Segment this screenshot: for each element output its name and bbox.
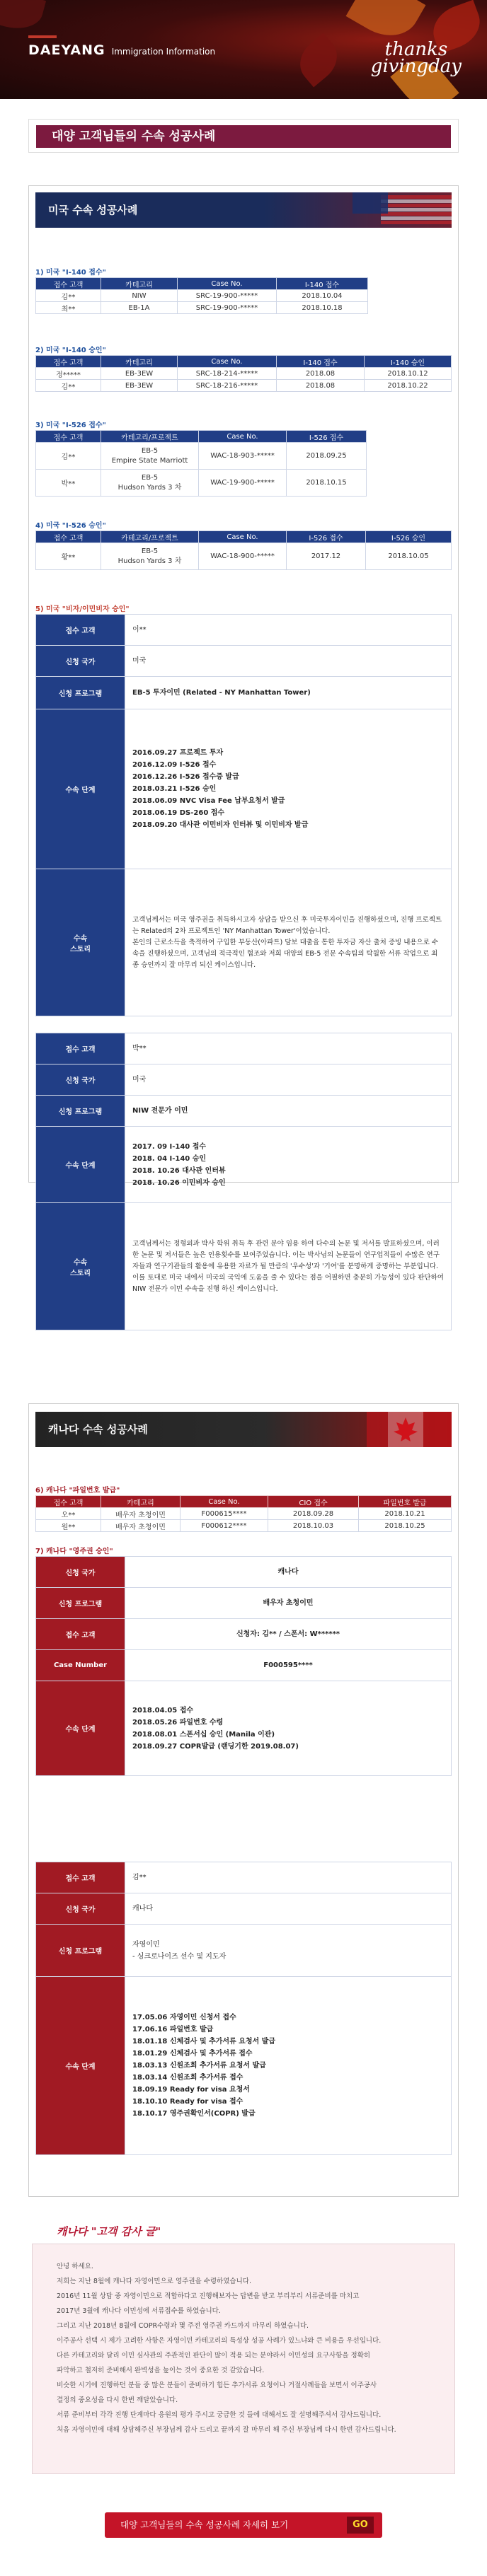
value-steps <box>125 1681 452 1776</box>
col-header: Case No. <box>199 431 287 443</box>
value-program: EB-5 투자이민 (Related - NY Manhattan Tower) <box>125 677 452 709</box>
value-customer: 김** <box>125 1862 452 1893</box>
step-item: 2016.12.26 I-526 접수증 발급 <box>132 773 239 781</box>
col-header: I-140 접수 <box>277 356 365 368</box>
value-steps <box>125 1127 452 1203</box>
col-header: Case No. <box>178 356 277 368</box>
col-header: Case No. <box>181 1496 268 1508</box>
cell: 2018.10.22 <box>365 380 452 392</box>
thanks-line: 안녕 하세요. <box>57 2263 93 2270</box>
cell: 김** <box>36 380 101 392</box>
col-header: Case No. <box>199 531 287 543</box>
value-case-number: F000595**** <box>125 1650 452 1681</box>
table-row <box>36 1520 452 1532</box>
caption-i526-filing: 3) 미국 "I-526 접수" <box>35 422 106 429</box>
step-item: 2017. 09 I-140 접수 <box>132 1142 207 1151</box>
step-item: 18.10.17 영주권확인서(COPR) 발급 <box>132 2110 256 2118</box>
thanks-line: 다른 카테고리와 달리 이민 심사관의 주관적인 판단이 많이 적용 되는 분야라서 이민성의 요구사항을 정확히 <box>57 2352 371 2360</box>
step-item: 18.01.18 신체검사 및 추가서류 요청서 발급 <box>132 2038 275 2046</box>
step-item: 2016.09.27 프로젝트 투자 <box>132 749 224 757</box>
table-row <box>36 1508 452 1520</box>
label-customer: 접수 고객 <box>36 1862 125 1893</box>
step-item: 18.01.29 신체검사 및 추가서류 접수 <box>132 2050 253 2058</box>
table-row <box>36 380 452 392</box>
caption-file-number: 6) 캐나다 "파일번호 발급" <box>35 1487 120 1495</box>
label-story: 수속 스토리 <box>36 869 125 1016</box>
step-item: 18.03.13 신원조회 추가서류 요청서 발급 <box>132 2062 266 2070</box>
page-title: 대양 고객님들의 수속 성공사례 <box>36 125 451 148</box>
step-item: 18.09.19 Ready for visa 요청서 <box>132 2086 250 2094</box>
step-item: 2018.03.21 I-526 승인 <box>132 785 217 793</box>
col-header: I-526 승인 <box>366 531 452 543</box>
thanks-line2 <box>371 58 462 75</box>
step-item: 18.03.14 신원조회 추가서류 접수 <box>132 2074 244 2082</box>
cell: NIW <box>101 290 178 302</box>
col-header: 접수 고객 <box>36 356 101 368</box>
cell: SRC-19-900-***** <box>178 290 277 302</box>
step-item: 2018.08.01 스폰서십 승인 (Manila 이관) <box>132 1730 275 1739</box>
value-steps <box>125 709 452 869</box>
cell: EB-3EW <box>101 380 178 392</box>
view-more-label: 대양 고객님들의 수속 성공사례 자세히 보기 <box>120 2519 289 2530</box>
cell: EB-5 Hudson Yards 3 차 <box>101 543 199 570</box>
label-steps: 수속 단계 <box>36 1127 125 1203</box>
thanksgiving-title <box>371 41 462 75</box>
thanks-line: 이주공사 선택 시 제가 고려한 사항은 자영이민 카테고리의 특성상 성공 사례가 있느냐와 큰 비용을 우선입니다. <box>57 2337 382 2345</box>
cell: 2018.10.21 <box>359 1508 452 1520</box>
table-row <box>36 368 452 380</box>
brand-name: DAEYANG <box>28 42 105 58</box>
value-story: 고객님께서는 미국 영주권을 취득하시고자 상담을 받으신 후 미국투자이민을 진행하셨으며, 진행 프로젝트는 Related의 2차 프로젝트인 'NY Manhattan Tower'이었습니다. 본인의 근로소득을 축적하여 구입한 부동산(아파트) 담보 대출을 통한 투자금 자산 출처 증빙 내용으로 수속을 진행하셨으며, 고객님의 적극적인 협조와 저희 대양의 EB-5 전문 수속팀의 탁월한 서류 작업으로 최종 승인까지 잘 마무리 되신 케이스입니다. <box>125 869 452 1016</box>
brand-subtitle: Immigration Information <box>111 47 216 57</box>
value-customer: 신청자: 김** / 스폰서: W****** <box>125 1619 452 1650</box>
cell: 2018.10.25 <box>359 1520 452 1532</box>
story-table-4 <box>35 1862 452 2155</box>
label-story: 수속 스토리 <box>36 1203 125 1330</box>
col-header: 접수 고객 <box>36 431 101 443</box>
cell: 2018.10.18 <box>277 302 368 314</box>
step-item: 18.10.10 Ready for visa 접수 <box>132 2098 244 2106</box>
value-program: 배우자 초청이민 <box>125 1588 452 1619</box>
story-table-1 <box>35 614 452 1016</box>
label-program: 신청 프로그램 <box>36 1925 125 1977</box>
caption-i526-approval: 4) 미국 "I-526 승인" <box>35 522 106 530</box>
hero-banner <box>0 0 487 99</box>
maple-leaf-icon <box>0 0 46 35</box>
table-row <box>36 470 367 497</box>
cell: EB-5 Empire State Marriott <box>101 443 199 470</box>
caption-visa-approval: 5) 미국 "비자/이민비자 승인" <box>35 605 130 613</box>
view-more-button[interactable] <box>105 2512 382 2538</box>
cell: 2018.08 <box>277 368 365 380</box>
cell: 최** <box>36 302 101 314</box>
label-country: 신청 국가 <box>36 1893 125 1925</box>
step-item: 2018. 10.26 대사관 인터뷰 <box>132 1166 226 1175</box>
table-i526-approval <box>35 530 452 570</box>
story-table-2 <box>35 1033 452 1330</box>
cell: 원** <box>36 1520 101 1532</box>
cell: SRC-18-216-***** <box>178 380 277 392</box>
cell: 2018.10.03 <box>268 1520 359 1532</box>
thanks-line: 비슷한 시기에 진행하던 분들 중 많은 분들이 준비하기 힘든 추가서류 요청이나 거절사례들을 보면서 이주공사 <box>57 2381 377 2389</box>
col-header: 카테고리 <box>101 278 178 290</box>
cell: 배우자 초청이민 <box>101 1508 181 1520</box>
table-i140-approval <box>35 355 452 392</box>
thanks-line1: thanks <box>384 39 448 60</box>
label-steps: 수속 단계 <box>36 1977 125 2155</box>
cell: EB-1A <box>101 302 178 314</box>
cell: WAC-18-900-***** <box>199 543 287 570</box>
value-program: NIW 전문가 이민 <box>125 1096 452 1127</box>
cell: 2018.09.25 <box>287 443 367 470</box>
value-customer: 이** <box>125 615 452 646</box>
label-customer: 접수 고객 <box>36 1033 125 1064</box>
label-customer: 접수 고객 <box>36 1619 125 1650</box>
thanks-line: 파악하고 철저히 준비해서 완벽성을 높이는 것이 중요한 것 같았습니다. <box>57 2367 265 2374</box>
thanks-line: 그리고 지난 2018년 8월에 COPR수령과 몇 주전 영주권 카드까지 마무리 하였습니다. <box>57 2322 309 2330</box>
label-country: 신청 국가 <box>36 1557 125 1588</box>
value-country: 미국 <box>125 646 452 677</box>
brand-logo[interactable] <box>28 42 215 58</box>
cell: EB-5 Hudson Yards 3 차 <box>101 470 199 497</box>
thanks-line: 결정의 중요성을 다시 한번 깨달았습니다. <box>57 2396 178 2404</box>
cell: F000612**** <box>181 1520 268 1532</box>
table-file-number <box>35 1495 452 1532</box>
canada-section-header <box>35 1412 452 1447</box>
thanks-line2b: day <box>428 56 462 77</box>
table-i526-filing <box>35 430 367 497</box>
maple-leaf-icon <box>291 33 346 88</box>
thanks-line2a: giving <box>370 56 429 77</box>
thanks-line: 저희는 지난 8월에 캐나다 자영이민으로 영주권을 수령하였습니다. <box>57 2278 251 2285</box>
cell: 2018.08 <box>277 380 365 392</box>
logo-bar <box>28 35 57 38</box>
cell: 2018.10.12 <box>365 368 452 380</box>
label-country: 신청 국가 <box>36 646 125 677</box>
step-item: 2018.09.20 대사관 이민비자 인터뷰 및 이민비자 발급 <box>132 821 309 829</box>
page-title-box <box>28 119 459 153</box>
caption-i140-filing: 1) 미국 "I-140 접수" <box>35 269 106 277</box>
col-header: CIO 접수 <box>268 1496 359 1508</box>
cell: WAC-18-903-***** <box>199 443 287 470</box>
col-header: 카테고리/프로젝트 <box>101 531 199 543</box>
step-item: 17.06.16 파일번호 발급 <box>132 2026 214 2033</box>
label-case-number: Case Number <box>36 1650 125 1681</box>
value-country: 캐나다 <box>125 1893 452 1925</box>
table-row <box>36 543 452 570</box>
col-header: 파일번호 발급 <box>359 1496 452 1508</box>
thanks-line: 2017년 3월에 캐나다 이민성에 서류접수를 하였습니다. <box>57 2307 221 2315</box>
cell: WAC-19-900-***** <box>199 470 287 497</box>
cell: 정***** <box>36 368 101 380</box>
step-item: 2018.05.26 파일번호 수령 <box>132 1718 224 1727</box>
cell: 김** <box>36 443 101 470</box>
thanks-line: 서류 준비부터 각각 진행 단계마다 응원의 평가 주시고 궁금한 것 들에 대해서도 잘 설명해주셔서 감사드립니다. <box>57 2411 382 2419</box>
cell: 김** <box>36 290 101 302</box>
table-row <box>36 443 367 470</box>
cell: 2018.10.05 <box>366 543 452 570</box>
col-header: I-140 승인 <box>365 356 452 368</box>
col-header: 카테고리 <box>101 356 178 368</box>
cell: 2017.12 <box>287 543 366 570</box>
value-country: 미국 <box>125 1064 452 1096</box>
us-section-header <box>35 192 452 228</box>
label-country: 신청 국가 <box>36 1064 125 1096</box>
col-header: Case No. <box>178 278 277 290</box>
step-item: 2018. 04 I-140 승인 <box>132 1154 207 1163</box>
col-header: 카테고리 <box>101 1496 181 1508</box>
col-header: 카테고리/프로젝트 <box>101 431 199 443</box>
program-line: 자영이민 <box>132 1940 160 1949</box>
thanks-line: 처음 자영이민에 대해 상담해주신 부장님께 감사 드리고 끝까지 잘 마무리 해 주신 부장님께 다시 한번 감사드립니다. <box>57 2426 396 2434</box>
col-header: I-140 접수 <box>277 278 368 290</box>
label-customer: 접수 고객 <box>36 615 125 646</box>
value-country: 캐나다 <box>125 1557 452 1588</box>
cell: 2018.09.28 <box>268 1508 359 1520</box>
table-row <box>36 302 368 314</box>
cell: F000615**** <box>181 1508 268 1520</box>
step-item: 2016.12.09 I-526 접수 <box>132 761 217 769</box>
table-i140-filing <box>35 277 368 314</box>
step-item: 17.05.06 자영이민 신청서 접수 <box>132 2014 236 2021</box>
value-story: 고객님께서는 정형외과 박사 학위 취득 후 관련 분야 임용 하여 다수의 논문 및 저서를 발표하셨으며, 이러한 논문 및 저서들은 높은 인용횟수를 보여주었습니다. 이는 박사님의 논문들이 연구업적들이 수많은 연구자들과 연구기관들의 활용에 유용한 자료가 될 만큼의 '우수성'과 '기여'를 분명하게 증명하는 부분입니다. 이를 토대로 미국 내에서 미국의 국익에 도움을 줄 수 있다는 점을 어필하면 충분히 가능성이 있다 판단하여 NIW 전문가 이민 수속을 진행 하신 케이스입니다. <box>125 1203 452 1330</box>
cell: 황** <box>36 543 101 570</box>
col-header: 접수 고객 <box>36 531 101 543</box>
value-steps <box>125 1977 452 2155</box>
story-table-3 <box>35 1556 452 1776</box>
cell: SRC-19-900-***** <box>178 302 277 314</box>
cell: SRC-18-214-***** <box>178 368 277 380</box>
label-program: 신청 프로그램 <box>36 1588 125 1619</box>
us-section-title: 미국 수속 성공사례 <box>48 204 138 216</box>
us-flag-icon <box>353 192 452 228</box>
step-item: 2018. 10.26 이민비자 승인 <box>132 1178 226 1187</box>
label-steps: 수속 단계 <box>36 709 125 869</box>
value-customer: 박** <box>125 1033 452 1064</box>
thanks-line: 2016년 11월 상담 중 자영이민으로 적합하다고 진행해보자는 답변을 받고 부리부리 서류준비를 마치고 <box>57 2292 360 2300</box>
step-item: 2018.06.09 NVC Visa Fee 납부요청서 발급 <box>132 797 285 805</box>
caption-pr-approval: 7) 캐나다 "영주권 승인" <box>35 1548 113 1555</box>
label-steps: 수속 단계 <box>36 1681 125 1776</box>
canada-section-title: 캐나다 수속 성공사례 <box>48 1423 148 1436</box>
col-header: 접수 고객 <box>36 278 101 290</box>
col-header: I-526 접수 <box>287 531 366 543</box>
table-row <box>36 290 368 302</box>
value-program <box>125 1925 452 1977</box>
go-button[interactable]: GO <box>347 2517 374 2534</box>
cell: 오** <box>36 1508 101 1520</box>
step-item: 2018.09.27 COPR발급 (랜딩기한 2019.08.07) <box>132 1742 299 1751</box>
label-program: 신청 프로그램 <box>36 1096 125 1127</box>
col-header: 접수 고객 <box>36 1496 101 1508</box>
caption-i140-approval: 2) 미국 "I-140 승인" <box>35 347 106 354</box>
col-header: I-526 접수 <box>287 431 367 443</box>
cell: EB-3EW <box>101 368 178 380</box>
label-program: 신청 프로그램 <box>36 677 125 709</box>
thanks-card-title: 캐나다 "고객 감사 글" <box>57 2225 161 2238</box>
thanks-card-body <box>57 2259 432 2437</box>
cell: 배우자 초청이민 <box>101 1520 181 1532</box>
cell: 2018.10.04 <box>277 290 368 302</box>
program-line: - 싱크로나이즈 선수 및 지도자 <box>132 1952 227 1961</box>
step-item: 2018.04.05 접수 <box>132 1706 194 1715</box>
canada-flag-icon <box>353 1412 452 1447</box>
cell: 박** <box>36 470 101 497</box>
step-item: 2018.06.19 DS-260 접수 <box>132 809 225 817</box>
cell: 2018.10.15 <box>287 470 367 497</box>
